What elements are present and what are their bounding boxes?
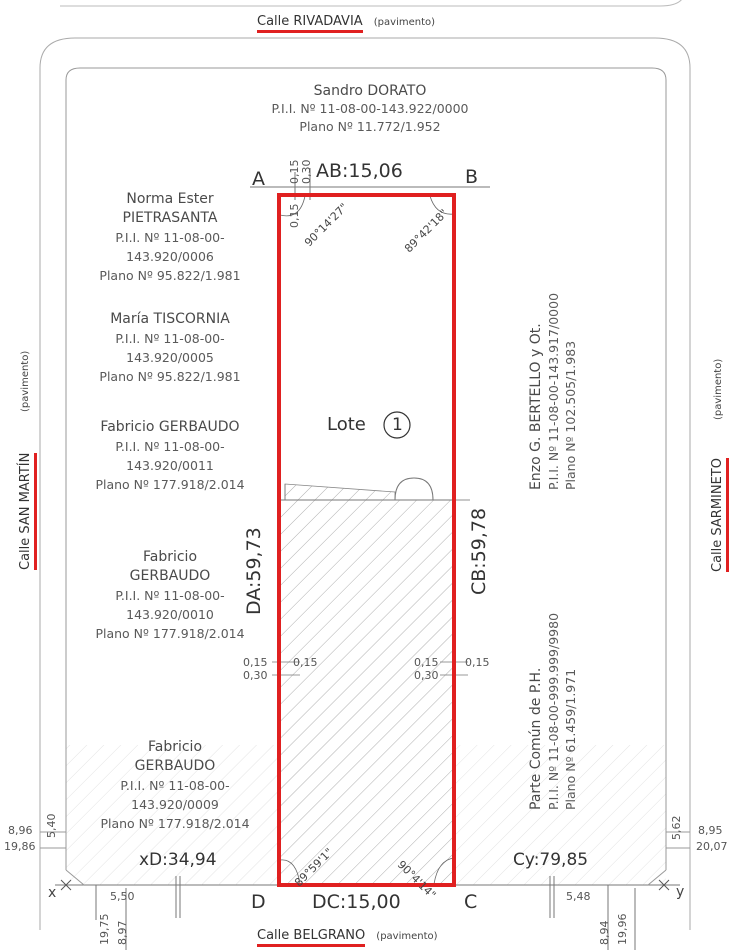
street-belgrano-name: Calle BELGRANO [257,928,365,947]
dim-br-562: 5,62 [670,815,683,840]
dim-b-548: 5,48 [566,890,591,903]
corner-a-label: A [252,168,265,190]
dim-b-897: 8,97 [116,920,129,945]
owner-north-name: Sandro DORATO [313,83,427,99]
dim-b-894: 8,94 [598,920,611,945]
dim-right-015b: 0,15 [465,656,490,669]
lot-number: 1 [392,415,403,435]
dim-a-015: 0,15 [288,203,301,228]
lot-built-area-hatch [280,500,454,884]
owner-north-plano: Plano Nº 11.772/1.952 [299,119,441,134]
street-rivadavia-name: Calle RIVADAVIA [257,14,363,33]
street-sarmineto-note: (pavimento) [713,358,724,420]
street-san-martin-note: (pavimento) [20,350,31,412]
owner-west-1: Norma Ester PIETRASANTA P.I.I. Nº 11-08-00- 143.920/0006 Plano Nº 95.822/1.981 [99,191,241,283]
street-rivadavia-label [257,10,435,29]
dim-b-1975: 19,75 [98,913,111,945]
owner-east-2: Parte Común de P.H. P.I.I. Nº 11-08-00-999.999/9980 Plano Nº 61.459/1.971 [528,612,578,810]
side-dc-length: DC:15,00 [312,891,401,913]
street-rivadavia-note: (pavimento) [373,17,436,28]
dim-left-030: 0,30 [243,669,268,682]
side-ab-length: AB:15,06 [316,160,403,182]
owner-west-2: María TISCORNIA P.I.I. Nº 11-08-00- 143.920/0005 Plano Nº 95.822/1.981 [99,311,241,384]
corner-d-label: D [251,891,266,913]
lot-label: Lote [327,414,366,435]
dim-right-030: 0,30 [414,669,439,682]
dim-bl-540: 5,40 [45,813,58,838]
side-cb-length: CB:59,78 [468,507,490,595]
dim-left-015a: 0,15 [243,656,268,669]
corner-b-label: B [465,166,479,188]
corner-c-label: C [464,891,478,913]
dim-br-2007: 20,07 [696,840,728,853]
street-san-martin-name: Calle SAN MARTÍN [18,453,37,570]
dim-top-015: 0,15 [288,159,301,184]
dim-br-895: 8,95 [698,824,723,837]
owner-north-pii: P.I.I. Nº 11-08-00-143.922/0000 [271,101,469,116]
dim-top-030: 0,30 [300,159,313,184]
tie-cy: Cy:79,85 [513,850,589,870]
angle-d: 89°59'1" [292,845,336,890]
angle-a: 90°14'27" [302,200,351,250]
dim-right-015a: 0,15 [414,656,439,669]
angle-b: 89°42'18" [402,206,451,256]
owner-west-5: Fabricio GERBAUDO P.I.I. Nº 11-08-00- 143.920/0009 Plano Nº 177.918/2.014 [100,739,250,831]
street-belgrano-label [257,924,438,943]
side-da-length: DA:59,73 [243,527,265,615]
dim-b-550: 5,50 [110,890,135,903]
rivadavia-street-line [60,0,685,6]
owner-east-1: Enzo G. BERTELLO y Ot. P.I.I. Nº 11-08-00-143.917/0000 Plano Nº 102.505/1.983 [528,292,578,490]
street-sarmineto-label [706,458,725,572]
lot-wedge-hatch [285,484,395,500]
lot-bump-outline [395,478,433,500]
owner-west-4: Fabricio GERBAUDO P.I.I. Nº 11-08-00- 143.920/0010 Plano Nº 177.918/2.014 [95,549,245,641]
dim-left-015b: 0,15 [293,656,318,669]
dim-bl-1986: 19,86 [4,840,36,853]
street-sarmineto-name: Calle SARMINETO [710,458,729,572]
angle-c: 90°4'14" [394,858,439,902]
owner-north [230,82,510,136]
point-y-label: y [676,884,685,900]
street-belgrano-note: (pavimento) [376,931,438,942]
tie-xd: xD:34,94 [139,850,217,870]
owner-west-3: Fabricio GERBAUDO P.I.I. Nº 11-08-00- 143.920/0011 Plano Nº 177.918/2.014 [95,419,245,492]
point-x-label: x [48,885,57,901]
street-san-martin-label [14,453,33,570]
dim-bl-896: 8,96 [8,824,33,837]
dim-b-1996: 19,96 [616,913,629,945]
